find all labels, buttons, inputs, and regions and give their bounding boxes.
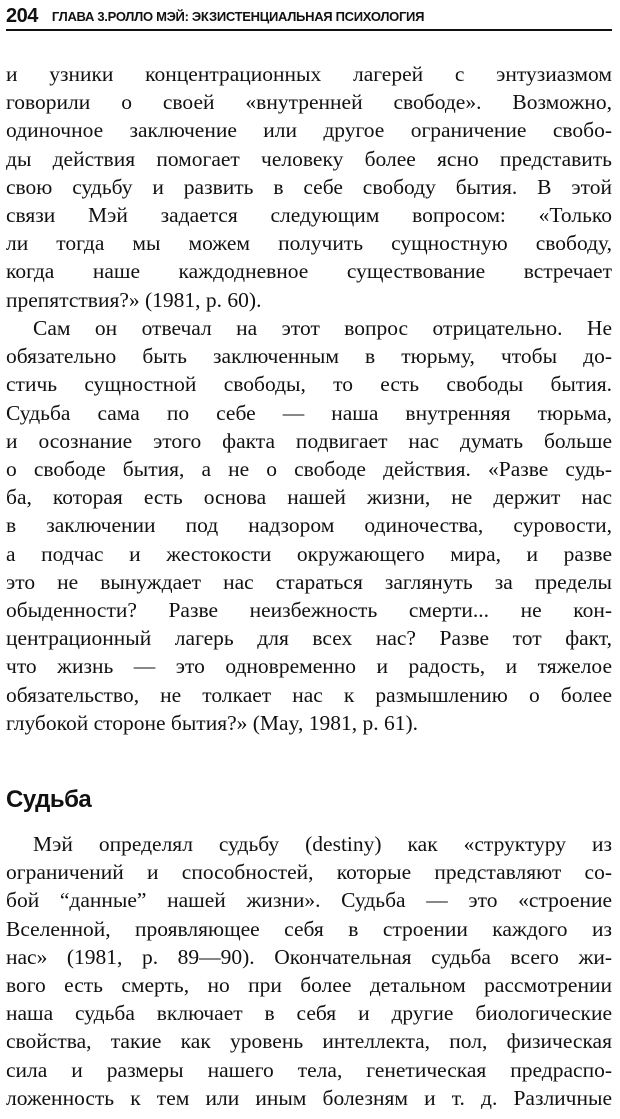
text-line: свою судьбу и развить в себе свободу бытия. В этой [6,174,612,199]
text-line: когда наше каждодневное существование встречает [6,259,612,284]
paragraph-destiny [6,830,612,1112]
text-line: что жизнь — это одновременно и радость, и тяжелое [6,654,612,679]
running-head [6,4,614,28]
header-rule [6,29,612,31]
text-line: свойства, такие как уровень интеллекта, пол, физическая [6,1029,612,1054]
text-line: ли тогда мы можем получить сущностную свободу, [6,231,612,256]
text-line: сила и размеры нашего тела, генетическая предраспо- [6,1057,612,1082]
text-line: это не вынуждает нас стараться заглянуть за пределы [6,569,612,594]
text-line: обыденности? Разве неизбежность смерти... не кон- [6,598,612,623]
text-line: наша судьба включает в себя и другие биологические [6,1001,612,1026]
text-line: и осознание этого факта подвигает нас думать больше [6,428,612,453]
text-line: Мэй определял судьбу (destiny) как «структуру из [33,832,612,856]
chapter-title: ГЛАВА 3.РОЛЛО МЭЙ: ЭКЗИСТЕНЦИАЛЬНАЯ ПСИХОЛОГИЯ [51,8,425,24]
section-heading: Судьба [6,786,92,813]
text-line: одиночное заключение или другое ограничение свобо- [6,118,612,143]
text-line: о свободе бытия, а не о свободе действия. «Разве судь- [6,457,612,482]
paragraph-continuation [6,60,612,314]
text-line: ба, которая есть основа нашей жизни, не держит нас [6,485,612,510]
text-line: и узники концентрационных лагерей с энтузиазмом [6,62,612,86]
text-line: Сам он отвечал на этот вопрос отрицательно. Не [33,316,612,340]
text-line: ограничений и способностей, которые представляют со- [6,860,612,885]
text-line: Судьба сама по себе — наша внутренняя тюрьма, [6,400,612,425]
text-line: а подчас и жестокости окружающего мира, и разве [6,541,612,566]
text-line: связи Мэй задается следующим вопросом: «Только [6,203,612,228]
paragraph-may-answer [6,314,612,737]
text-line: в заключении под надзором одиночества, суровости, [6,513,612,538]
page-number: 204 [6,4,38,27]
text-line: обязательно быть заключенным в тюрьму, чтобы до- [6,344,612,369]
text-line: бой “данные” нашей жизни». Судьба — это «строение [6,888,612,913]
text-line: глубокой стороне бытия?» (May, 1981, p. 61). [6,710,418,735]
text-line: ложенность к тем или иным болезням и т. д. Различные [6,1085,612,1110]
text-line: ды действия помогает человеку более ясно представить [6,146,612,171]
text-line: стичь сущностной свободы, то есть свободы бытия. [6,372,612,397]
text-line: центрационный лагерь для всех нас? Разве тот факт, [6,626,612,651]
text-line: Вселенной, проявляющее себя в строении каждого из [6,916,612,941]
text-line: вого есть смерть, но при более детальном рассмотрении [6,973,612,998]
text-line: нас» (1981, p. 89—90). Окончательная судьба всего жи- [6,944,612,969]
text-line: препятствия?» (1981, p. 60). [6,287,262,312]
text-line: говорили о своей «внутренней свободе». Возможно, [6,90,612,115]
text-line: обязательство, не толкает нас к размышлению о более [6,682,612,707]
